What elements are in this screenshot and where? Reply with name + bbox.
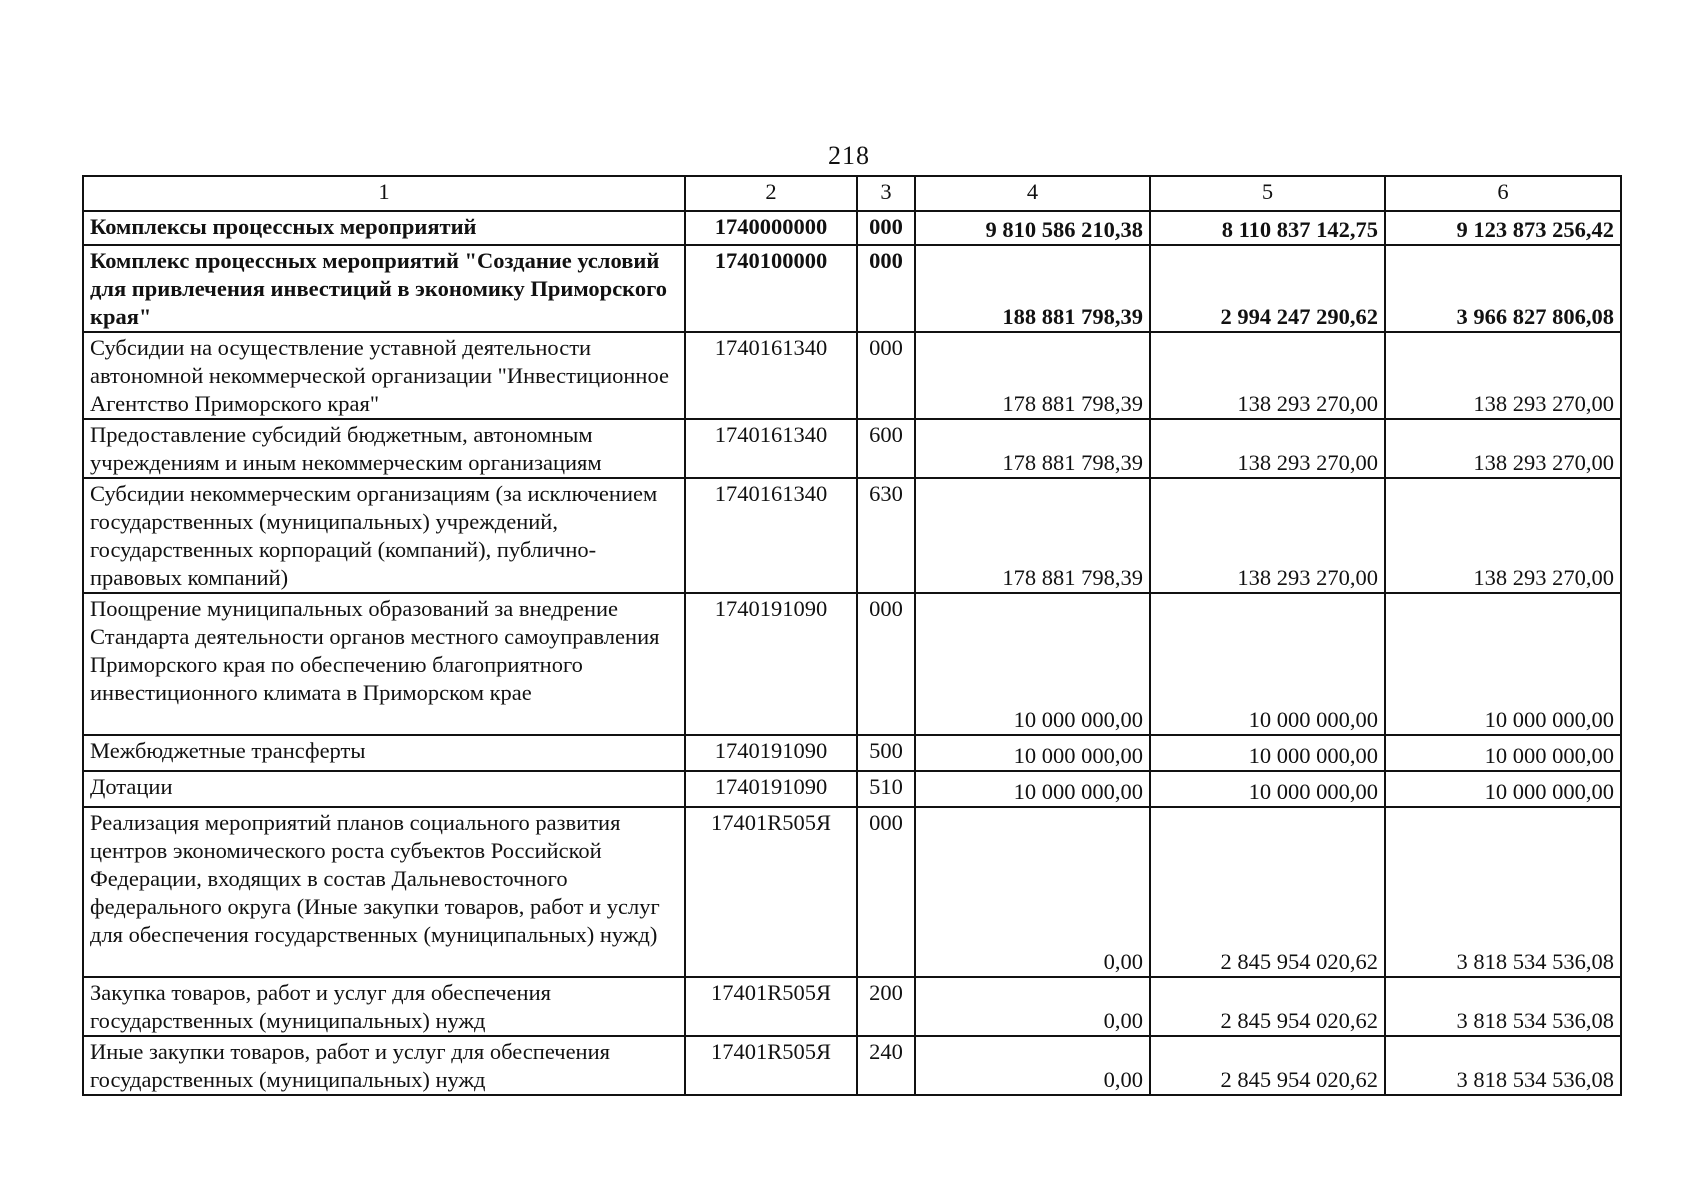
- row-name: Предоставление субсидий бюджетным, автономным учреждениям и иным некоммерческим организациям: [83, 419, 685, 478]
- expense-type-code: 240: [857, 1036, 915, 1095]
- target-article-code: 1740100000: [685, 245, 857, 332]
- amount-col-5: 138 293 270,00: [1150, 419, 1385, 478]
- table-row: [83, 245, 1621, 332]
- table-row: [83, 593, 1621, 735]
- amount-col-6: 3 966 827 806,08: [1385, 245, 1621, 332]
- column-header: 1: [83, 176, 685, 211]
- amount-col-4: 178 881 798,39: [915, 478, 1150, 593]
- target-article-code: 1740161340: [685, 419, 857, 478]
- column-header: 6: [1385, 176, 1621, 211]
- column-header: 2: [685, 176, 857, 211]
- table-row: [83, 1036, 1621, 1095]
- page-number: 218: [828, 141, 870, 170]
- amount-col-6: 3 818 534 536,08: [1385, 977, 1621, 1036]
- table-row: [83, 771, 1621, 807]
- amount-col-6: 138 293 270,00: [1385, 478, 1621, 593]
- amount-col-4: 10 000 000,00: [915, 771, 1150, 807]
- row-name: Субсидии некоммерческим организациям (за исключением государственных (муниципальных) учреждений, государственных корпораций (компаний), публично-правовых компаний): [83, 478, 685, 593]
- expense-type-code: 200: [857, 977, 915, 1036]
- amount-col-6: 3 818 534 536,08: [1385, 807, 1621, 977]
- column-header: 5: [1150, 176, 1385, 211]
- amount-col-4: 0,00: [915, 807, 1150, 977]
- amount-col-4: 178 881 798,39: [915, 332, 1150, 419]
- row-name: Межбюджетные трансферты: [83, 735, 685, 771]
- expense-type-code: 600: [857, 419, 915, 478]
- target-article-code: 1740191090: [685, 771, 857, 807]
- amount-col-6: 10 000 000,00: [1385, 771, 1621, 807]
- table-row: [83, 478, 1621, 593]
- amount-col-5: 10 000 000,00: [1150, 771, 1385, 807]
- amount-col-5: 2 845 954 020,62: [1150, 807, 1385, 977]
- table-row: [83, 735, 1621, 771]
- expense-type-code: 000: [857, 245, 915, 332]
- expense-type-code: 500: [857, 735, 915, 771]
- expense-type-code: 630: [857, 478, 915, 593]
- amount-col-6: 10 000 000,00: [1385, 735, 1621, 771]
- amount-col-5: 2 845 954 020,62: [1150, 1036, 1385, 1095]
- expense-type-code: 000: [857, 332, 915, 419]
- table-header-row: [83, 176, 1621, 211]
- expense-type-code: 000: [857, 593, 915, 735]
- target-article-code: 1740161340: [685, 478, 857, 593]
- amount-col-6: 138 293 270,00: [1385, 419, 1621, 478]
- row-name: Поощрение муниципальных образований за внедрение Стандарта деятельности органов местного самоуправления Приморского края по обеспечению благоприятного инвестиционного климата в Приморском крае: [83, 593, 685, 735]
- amount-col-5: 2 845 954 020,62: [1150, 977, 1385, 1036]
- target-article-code: 1740161340: [685, 332, 857, 419]
- amount-col-4: 9 810 586 210,38: [915, 211, 1150, 245]
- amount-col-5: 138 293 270,00: [1150, 332, 1385, 419]
- amount-col-6: 3 818 534 536,08: [1385, 1036, 1621, 1095]
- amount-col-4: 10 000 000,00: [915, 735, 1150, 771]
- row-name: Иные закупки товаров, работ и услуг для обеспечения государственных (муниципальных) нужд: [83, 1036, 685, 1095]
- amount-col-4: 10 000 000,00: [915, 593, 1150, 735]
- amount-col-5: 138 293 270,00: [1150, 478, 1385, 593]
- expense-type-code: 510: [857, 771, 915, 807]
- expense-type-code: 000: [857, 807, 915, 977]
- row-name: Закупка товаров, работ и услуг для обеспечения государственных (муниципальных) нужд: [83, 977, 685, 1036]
- row-name: Комплекс процессных мероприятий "Создание условий для привлечения инвестиций в экономику Приморского края": [83, 245, 685, 332]
- target-article-code: 1740191090: [685, 593, 857, 735]
- table-row: [83, 332, 1621, 419]
- amount-col-5: 10 000 000,00: [1150, 593, 1385, 735]
- amount-col-6: 9 123 873 256,42: [1385, 211, 1621, 245]
- table-row: [83, 211, 1621, 245]
- row-name: Комплексы процессных мероприятий: [83, 211, 685, 245]
- table-row: [83, 977, 1621, 1036]
- target-article-code: 1740000000: [685, 211, 857, 245]
- row-name: Субсидии на осуществление уставной деятельности автономной некоммерческой организации "Инвестиционное Агентство Приморского края": [83, 332, 685, 419]
- amount-col-5: 8 110 837 142,75: [1150, 211, 1385, 245]
- amount-col-4: 178 881 798,39: [915, 419, 1150, 478]
- table-row: [83, 807, 1621, 977]
- amount-col-5: 10 000 000,00: [1150, 735, 1385, 771]
- amount-col-4: 0,00: [915, 1036, 1150, 1095]
- row-name: Дотации: [83, 771, 685, 807]
- target-article-code: 17401R505Я: [685, 807, 857, 977]
- amount-col-5: 2 994 247 290,62: [1150, 245, 1385, 332]
- target-article-code: 17401R505Я: [685, 1036, 857, 1095]
- budget-table: [82, 175, 1622, 1096]
- amount-col-6: 10 000 000,00: [1385, 593, 1621, 735]
- target-article-code: 1740191090: [685, 735, 857, 771]
- row-name: Реализация мероприятий планов социального развития центров экономического роста субъектов Российской Федерации, входящих в состав Дальневосточного федерального округа (Иные закупки товаров, работ и услуг для обеспечения государственных (муниципальных) нужд): [83, 807, 685, 977]
- column-header: 3: [857, 176, 915, 211]
- amount-col-4: 188 881 798,39: [915, 245, 1150, 332]
- table-row: [83, 419, 1621, 478]
- amount-col-4: 0,00: [915, 977, 1150, 1036]
- expense-type-code: 000: [857, 211, 915, 245]
- amount-col-6: 138 293 270,00: [1385, 332, 1621, 419]
- target-article-code: 17401R505Я: [685, 977, 857, 1036]
- column-header: 4: [915, 176, 1150, 211]
